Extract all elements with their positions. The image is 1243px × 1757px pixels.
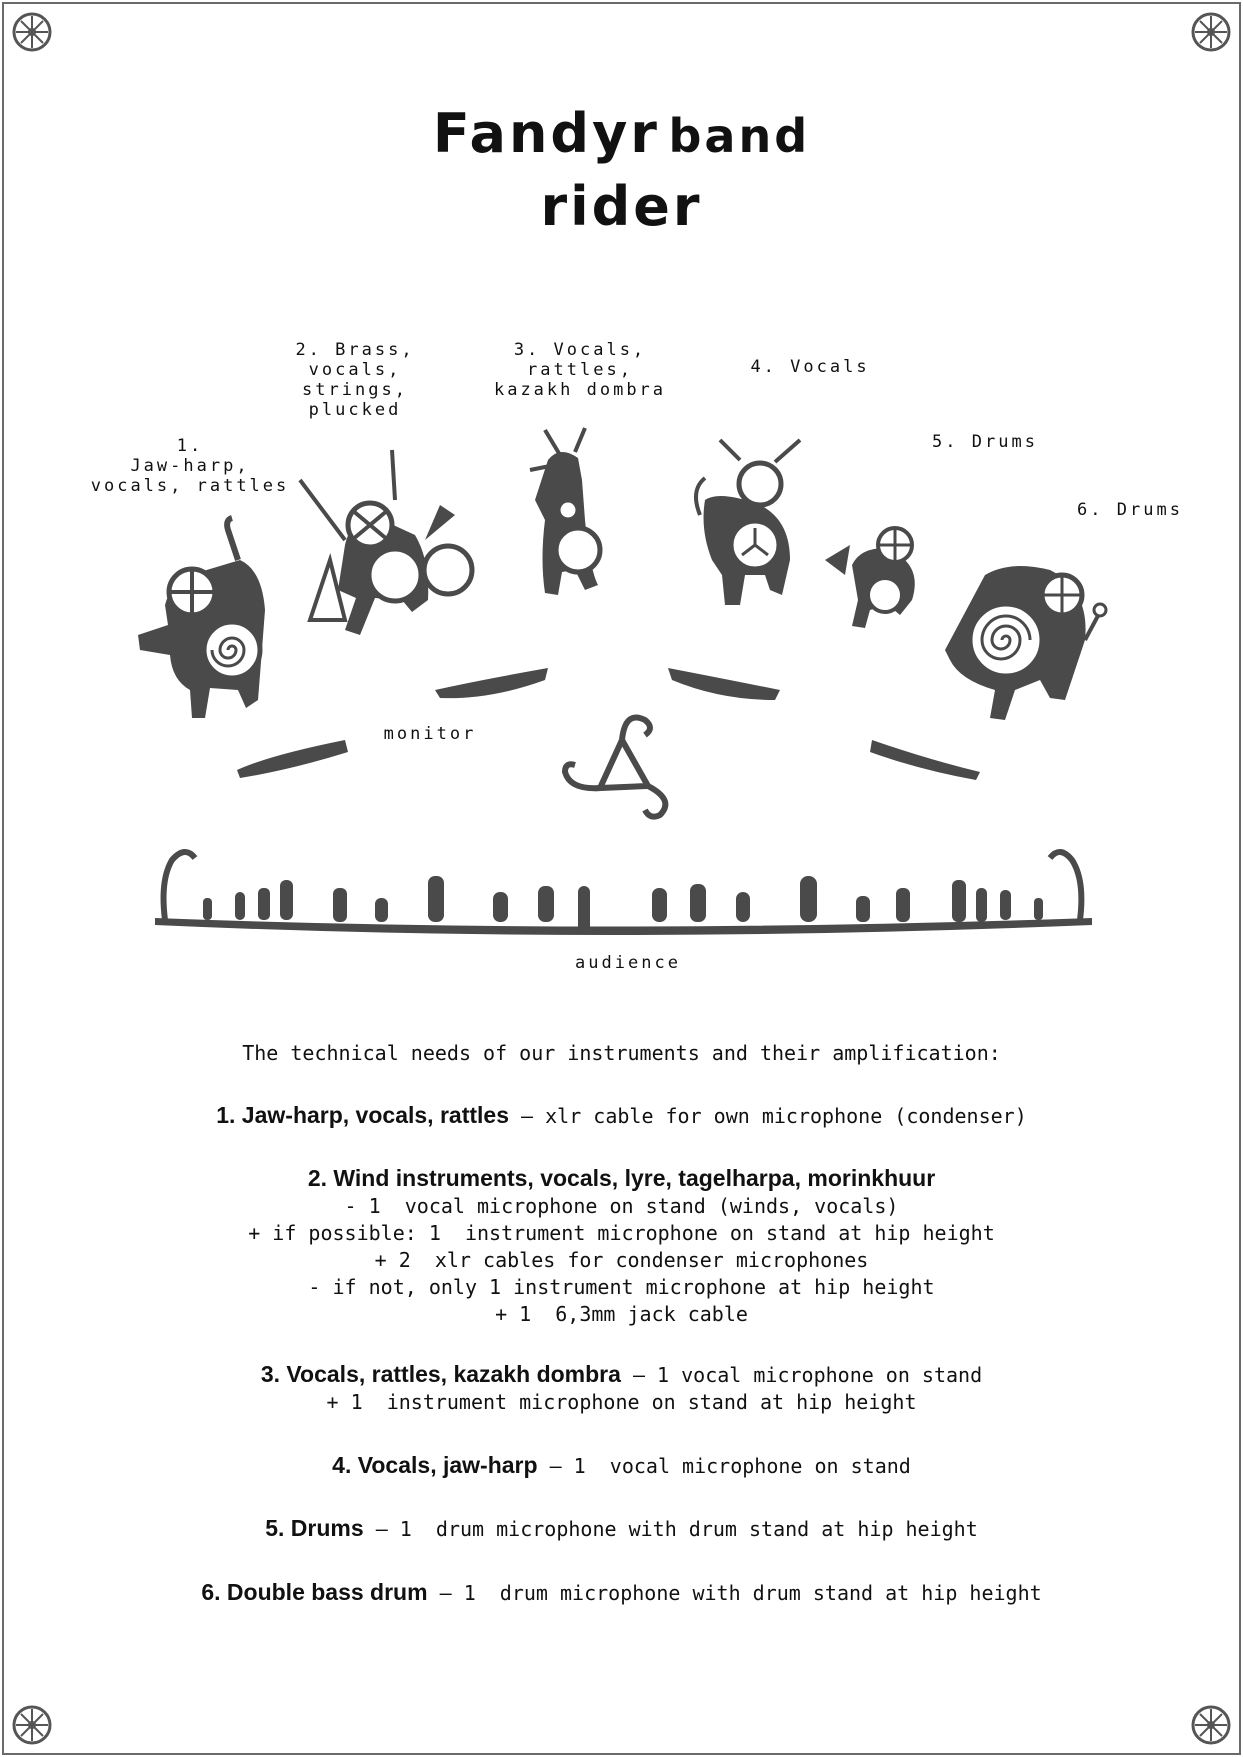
tech-item-6: 6. Double bass drum – 1 drum microphone with drum stand at hip height [201, 1579, 1042, 1605]
tech-item-3-line: + 1 instrument microphone on stand at hip height [326, 1390, 917, 1414]
tech-item-2-line: - 1 vocal microphone on stand (winds, vocals) [344, 1194, 899, 1218]
tech-item-5: 5. Drums – 1 drum microphone with drum stand at hip height [265, 1515, 978, 1541]
tech-item-2-line: + 2 xlr cables for condenser microphones [374, 1248, 869, 1272]
position-2-label: 2. Brass, vocals, strings, plucked [295, 340, 415, 420]
tech-item-3-head: 3. Vocals, rattles, kazakh dombra [260, 1361, 621, 1387]
tech-item-5-head: 5. Drums [265, 1515, 364, 1541]
performer-2-figure [300, 450, 472, 635]
position-4-label: 4. Vocals [750, 357, 870, 377]
tech-intro [0, 1040, 1243, 1067]
corner-ornament-icon [1189, 1703, 1233, 1747]
title-band-name: Fandyr [432, 102, 660, 165]
tech-item-2-head: 2. Wind instruments, vocals, lyre, tagelharpa, morinkhuur [307, 1165, 936, 1191]
tech-item-4-text: 1 vocal microphone on stand [573, 1454, 911, 1478]
tech-item-2-line: - if not, only 1 instrument microphone at hip height [308, 1275, 935, 1299]
tech-intro-text: The technical needs of our instruments and their amplification: [242, 1041, 1001, 1065]
performer-1-figure [138, 518, 265, 718]
tech-item-2-line: + 1 6,3mm jack cable [495, 1302, 748, 1326]
tech-item-5-text: 1 drum microphone with drum stand at hip height [399, 1517, 978, 1541]
monitor-label: monitor [383, 724, 477, 744]
performer-4-figure [696, 440, 800, 605]
performer-5-figure [825, 528, 915, 628]
tech-item-1-text: xlr cable for own microphone (condenser) [545, 1104, 1027, 1128]
corner-ornament-icon [10, 1703, 54, 1747]
position-6-label: 6. Drums [1077, 500, 1183, 520]
performer-6-figure [945, 566, 1106, 720]
audience-label: audience [575, 953, 681, 973]
tech-item-6-text: 1 drum microphone with drum stand at hip height [463, 1581, 1042, 1605]
tech-item-4: 4. Vocals, jaw-harp – 1 vocal microphone on stand [332, 1452, 911, 1478]
title-rider-word: rider [540, 175, 703, 238]
tech-item-3-text: 1 vocal microphone on stand [657, 1363, 983, 1387]
tech-item-2 [0, 1165, 1243, 1328]
tech-item-1-head: 1. Jaw-harp, vocals, rattles [216, 1102, 509, 1128]
position-3-label: 3. Vocals, rattles, kazakh dombra [493, 340, 667, 400]
tech-item-3: 3. Vocals, rattles, kazakh dombra – 1 vocal microphone on stand + 1 instrument microphone on stand at hip height [0, 1361, 1243, 1416]
tech-item-4-head: 4. Vocals, jaw-harp [332, 1452, 538, 1478]
audience-boat [155, 852, 1092, 935]
triskelion-icon [565, 718, 665, 817]
position-1-label: 1. Jaw-harp, vocals, rattles [90, 436, 290, 496]
position-5-label: 5. Drums [932, 432, 1038, 452]
title-band-word: band [668, 109, 811, 163]
tech-item-2-line: + if possible: 1 instrument microphone on stand at hip height [248, 1221, 995, 1245]
performer-3-figure [530, 428, 600, 595]
tech-item-6-head: 6. Double bass drum [201, 1579, 428, 1605]
tech-item-1: 1. Jaw-harp, vocals, rattles – xlr cable for own microphone (condenser) [216, 1102, 1027, 1128]
